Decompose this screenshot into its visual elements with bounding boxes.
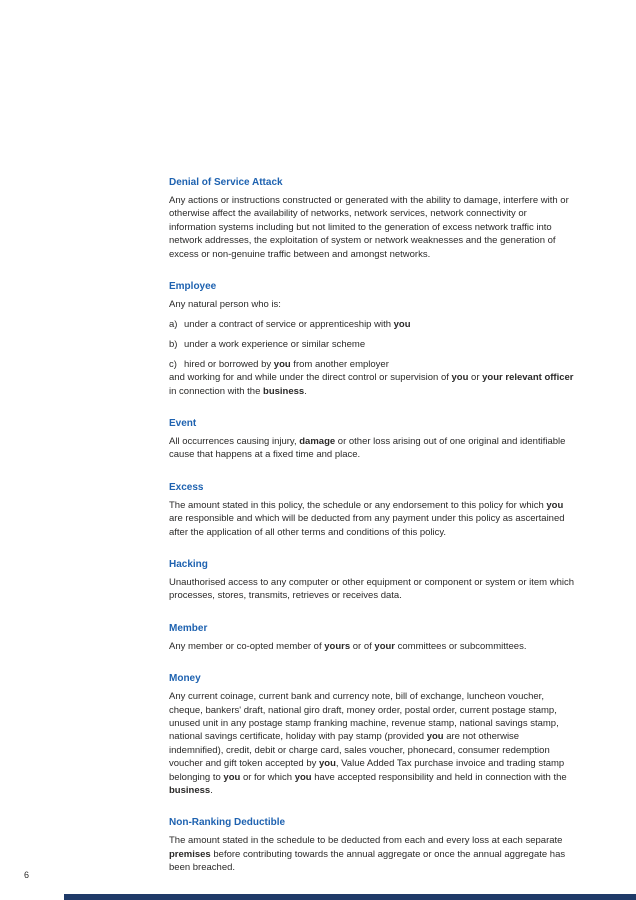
- definition-section: [169, 816, 574, 874]
- bold-term: you: [451, 372, 469, 384]
- definition-body-paragraph: [169, 194, 574, 261]
- text-segment: are responsible and which will be deducted from any payment under this policy as ascertained after the application of all other terms and conditions of this policy.: [169, 513, 565, 538]
- bold-term: yours: [324, 640, 351, 652]
- list-item-text: [184, 338, 574, 351]
- bold-term: your relevant officer: [482, 372, 574, 384]
- text-segment: are not otherwise indemnified), credit, debit or charge card, sales voucher, phonecard, consumer redemption voucher and gift token accepted by: [169, 731, 550, 770]
- text-segment: Any natural person who is:: [169, 299, 281, 311]
- definition-section: [169, 672, 574, 797]
- definition-term-heading: Money: [169, 673, 201, 685]
- bold-term: you: [223, 771, 241, 783]
- text-segment: or of: [350, 640, 375, 652]
- text-segment: under a work experience or similar scheme: [184, 338, 366, 350]
- bold-term: business: [169, 785, 211, 797]
- definition-section: [169, 622, 574, 653]
- text-segment: .: [304, 385, 307, 397]
- lettered-list-item: [169, 358, 574, 371]
- definition-section: [169, 417, 574, 462]
- text-segment: or: [468, 372, 483, 384]
- definition-term-heading: Excess: [169, 481, 204, 493]
- bold-term: you: [273, 358, 291, 370]
- bold-term: you: [546, 499, 564, 511]
- list-marker: c): [169, 358, 177, 370]
- bold-term: your: [374, 640, 395, 652]
- text-segment: under a contract of service or apprenticeship with: [184, 318, 394, 330]
- definition-section: [169, 280, 574, 398]
- definition-term-heading: Employee: [169, 281, 217, 293]
- text-segment: committees or subcommittees.: [395, 640, 527, 652]
- text-segment: Any current coinage, current bank and currency note, bill of exchange, luncheon voucher, cheque, bankers' draft, national giro draft, money order, postal order, current postage stamp, unused unit in any postage stamp franking machine, revenue stamp, national savings stamp, national savings certificate, holiday with pay stamp (provided: [169, 691, 559, 743]
- bold-term: you: [294, 771, 312, 783]
- list-item-text: [184, 358, 574, 371]
- page-number: 6: [24, 870, 30, 880]
- definition-body-paragraph: [169, 499, 574, 539]
- bold-term: you: [426, 731, 444, 743]
- bold-term: damage: [299, 435, 336, 447]
- definition-term-heading: Denial of Service Attack: [169, 177, 283, 188]
- definition-body-paragraph: [169, 690, 574, 797]
- text-segment: have accepted responsibility and held in connection with the: [311, 771, 567, 783]
- text-segment: before contributing towards the annual aggregate or once the annual aggregate has been breached.: [169, 848, 566, 874]
- text-segment: .: [210, 785, 213, 797]
- text-segment: or for which: [240, 771, 295, 783]
- definition-body-paragraph: [169, 371, 574, 398]
- definition-section: [169, 481, 574, 539]
- definition-section: [169, 176, 574, 261]
- list-item-text: [184, 318, 574, 331]
- bold-term: business: [263, 385, 305, 397]
- bold-term: you: [393, 318, 411, 330]
- definition-body-paragraph: [169, 834, 574, 874]
- text-segment: and working for and while under the direct control or supervision of: [169, 372, 452, 384]
- text-segment: The amount stated in this policy, the schedule or any endorsement to this policy for which: [169, 499, 547, 511]
- definition-term-heading: Event: [169, 417, 197, 429]
- definition-section: [169, 558, 574, 603]
- list-marker: a): [169, 318, 178, 330]
- footer-bar: [64, 894, 636, 900]
- text-segment: Any actions or instructions constructed or generated with the ability to damage, interfere with or otherwise affect the availability of networks, network services, network connectivity or information systems including but not limited to the generation of excess network traffic into network addresses, the exploitation of system or network weaknesses and the generation of excess or non-genuine traffic between and amongst networks.: [169, 195, 569, 260]
- list-marker: b): [169, 338, 178, 350]
- lettered-list-item: [169, 338, 574, 351]
- text-segment: or other loss arising out of one original and identifiable cause that happens at a fixed time and place.: [169, 435, 566, 461]
- definition-body-paragraph: [169, 640, 574, 653]
- lettered-list-item: [169, 318, 574, 331]
- text-segment: in connection with the: [169, 385, 264, 397]
- text-segment: hired or borrowed by: [184, 358, 274, 370]
- bold-term: premises: [169, 848, 211, 860]
- text-segment: from another employer: [290, 358, 389, 370]
- definition-term-heading: Member: [169, 622, 208, 634]
- definition-body-paragraph: [169, 298, 574, 311]
- text-segment: Any member or co-opted member of: [169, 640, 325, 652]
- bold-term: you: [319, 758, 336, 770]
- definition-body-paragraph: [169, 435, 574, 462]
- text-segment: The amount stated in the schedule to be deducted from each and every loss at each separate: [169, 835, 563, 847]
- text-segment: All occurrences causing injury,: [169, 435, 300, 447]
- text-segment: Unauthorised access to any computer or other equipment or component or system or item which processes, stores, transmits, retrieves or receives data.: [169, 577, 574, 602]
- definition-term-heading: Non-Ranking Deductible: [169, 817, 286, 829]
- definition-term-heading: Hacking: [169, 559, 208, 570]
- definitions-content: [169, 176, 574, 894]
- text-segment: , Value Added Tax purchase invoice and trading stamp belonging to: [169, 758, 565, 783]
- definition-body-paragraph: [169, 576, 574, 603]
